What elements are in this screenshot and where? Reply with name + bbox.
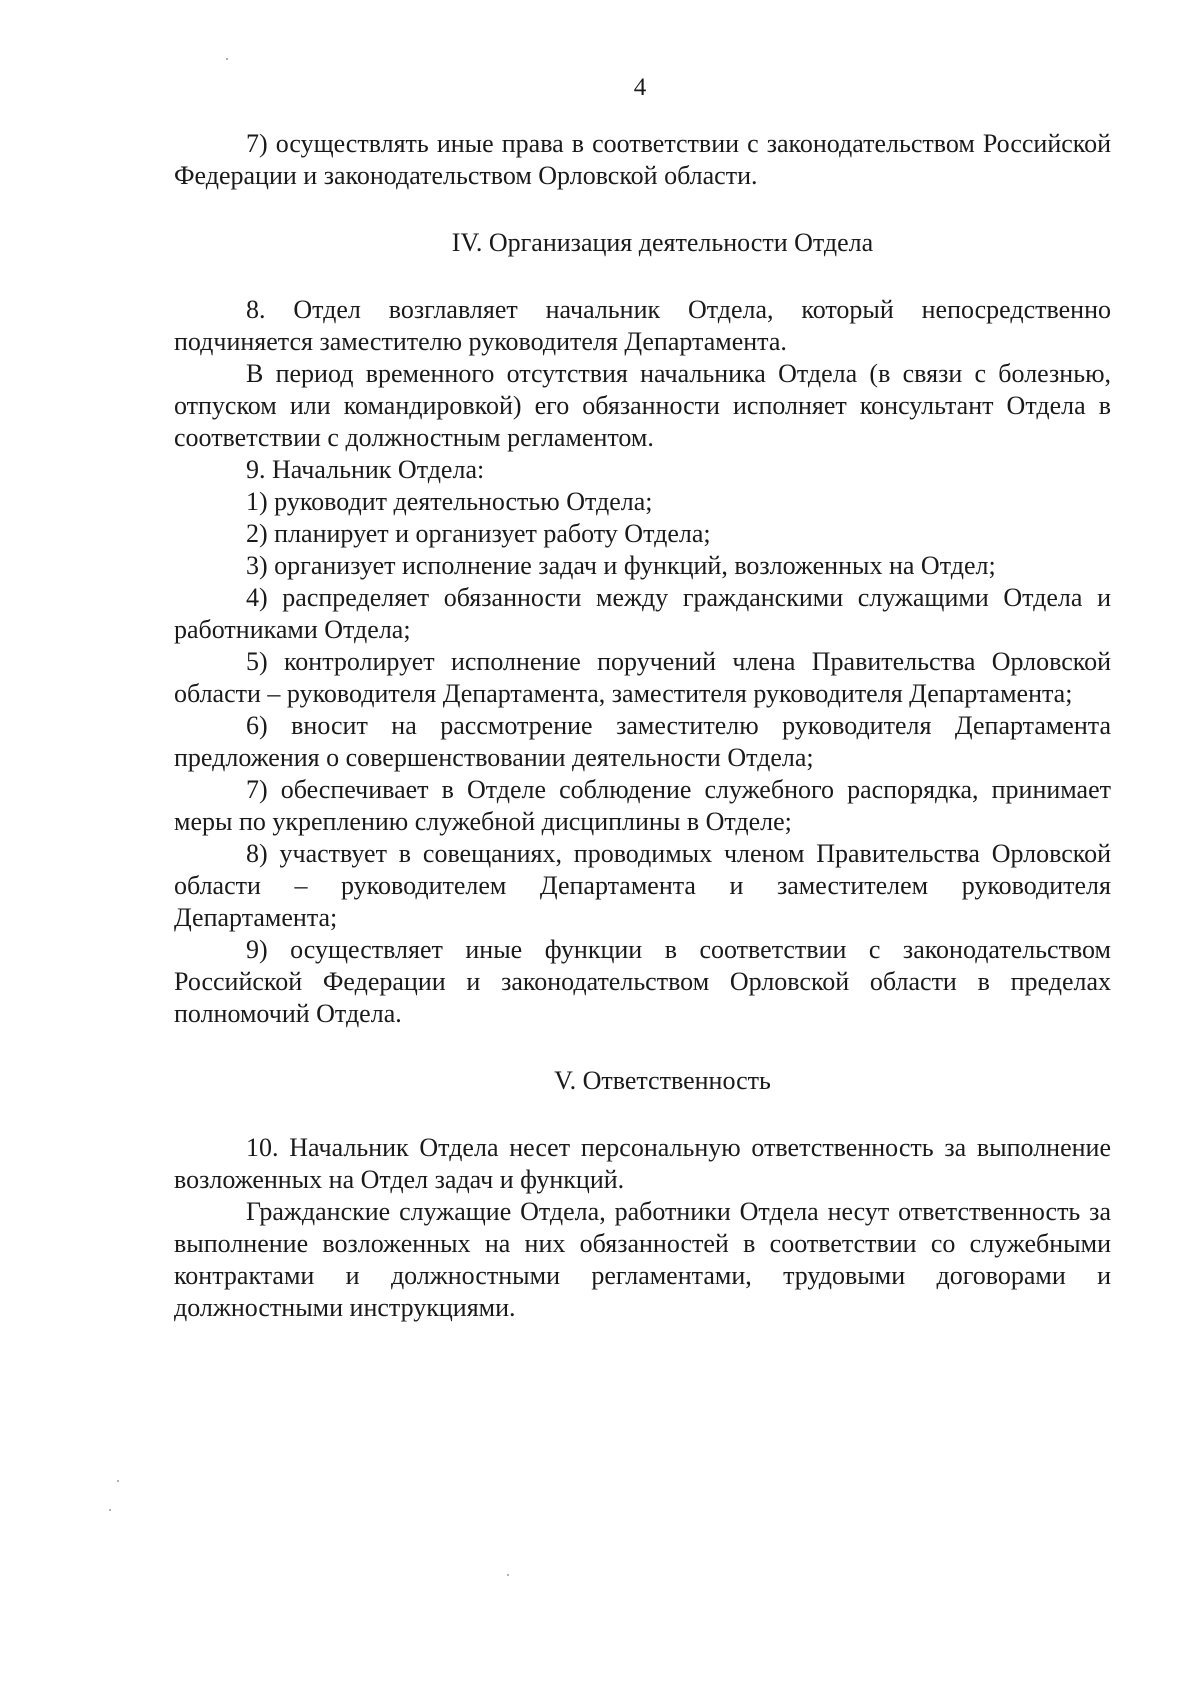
scan-speck [507, 1574, 509, 1576]
list-item-9-2: 2) планирует и организует работу Отдела; [246, 519, 711, 548]
list-item-9-7: 7) обеспечивает в Отделе соблюдение служебного распорядка, принимает меры по укреплению служебной дисциплины в Отделе; [174, 775, 1111, 836]
document-body [174, 128, 1111, 1324]
scan-speck [117, 1480, 119, 1482]
paragraph-9: 9. Начальник Отдела: [246, 455, 485, 484]
list-item-9-5: 5) контролирует исполнение поручений члена Правительства Орловской области – руководителя Департамента, заместителя руководителя Департамента; [174, 647, 1111, 708]
list-item-9-3: 3) организует исполнение задач и функций, возложенных на Отдел; [246, 551, 996, 580]
list-item-9-6: 6) вносит на рассмотрение заместителю руководителя Департамента предложения о совершенствовании деятельности Отдела; [174, 711, 1111, 772]
list-item-9-4: 4) распределяет обязанности между гражданскими служащими Отдела и работниками Отдела; [174, 583, 1111, 644]
paragraph-10: 10. Начальник Отдела несет персональную ответственность за выполнение возложенных на Отдел задач и функций. [174, 1133, 1111, 1194]
page-number: 4 [633, 74, 647, 101]
paragraph-rights-7: 7) осуществлять иные права в соответствии с законодательством Российской Федерации и законодательством Орловской области. [174, 129, 1111, 190]
section-heading-organization: IV. Организация деятельности Отдела [451, 228, 874, 257]
paragraph-8-absence: В период временного отсутствия начальника Отдела (в связи с болезнью, отпуском или командировкой) его обязанности исполняет консультант Отдела в соответствии с должностным регламентом. [174, 359, 1111, 452]
paragraph-8: 8. Отдел возглавляет начальник Отдела, который непосредственно подчиняется заместителю руководителя Департамента. [174, 295, 1111, 356]
list-item-9-9: 9) осуществляет иные функции в соответствии с законодательством Российской Федерации и законодательством Орловской области в пределах полномочий Отдела. [174, 935, 1111, 1028]
section-heading-responsibility: V. Ответственность [554, 1066, 771, 1095]
list-item-9-1: 1) руководит деятельностью Отдела; [246, 487, 653, 516]
scan-speck [226, 58, 228, 60]
paragraph-10-staff: Гражданские служащие Отдела, работники Отдела несут ответственность за выполнение возложенных на них обязанностей в соответствии со служебными контрактами и должностными регламентами, трудовыми договорами и должностными инструкциями. [174, 1197, 1111, 1322]
list-item-9-8: 8) участвует в совещаниях, проводимых членом Правительства Орловской области – руководителем Департамента и заместителем руководителя Департамента; [174, 839, 1111, 932]
scan-speck [109, 1509, 111, 1511]
